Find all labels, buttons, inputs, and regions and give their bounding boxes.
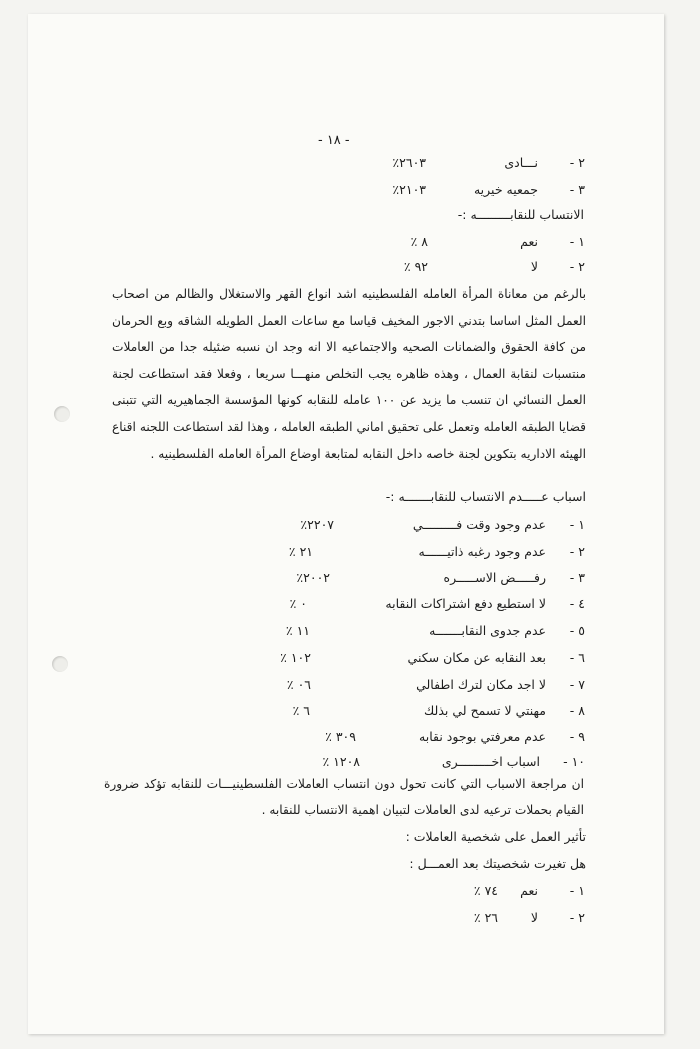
row-label: عدم معرفتي بوجود نقابه	[419, 729, 546, 744]
row-label: نعم	[520, 234, 538, 249]
row-label: جمعيه خيريه	[473, 182, 538, 197]
row-number: ١٠ -	[563, 754, 585, 769]
row-number: ١ -	[569, 234, 585, 249]
row-value: ٠ ٪	[289, 596, 307, 611]
row-number: ٥ -	[569, 623, 585, 638]
body-paragraph: بالرغم من معاناة المرأة العامله الفلسطينيه اشد انواع القهر والاستغلال والظالم من اصحاب العمل المثل اساسا بتدني الاجور المخيف قياسا مع ساعات العمل الطويله الشاقه وبع الحرمان من كافة الحقوق والضمانات الصحيه والاجتماعيه الا انه وجد ان نسبه ضئيله جدا من العاملات منتسبات لنقابة العمال ، وهذه ظاهره يجب التخلص منهـــا سريعا ، وفعلا فقد استطاعت لجنة العمل النسائي ان تنسب ما يزيد عن ١٠٠ عامله للنقابه كونها المؤسسة الجماهيريه التي تتبنى قضايا الطبقه العامله وتعمل على تحقيق اماني الطبقه العامله ، وهذا لقد استطاعت اللجنه اقناع الهيئه الاداريه بتكوين لجنة خاصه داخل النقابه لمتابعة اوضاع المرأة العامله الفلسطينيه .	[112, 287, 586, 461]
row-label: لا	[530, 259, 538, 274]
question-text: هل تغيرت شخصيتك بعد العمـــل :	[409, 856, 586, 871]
row-number: ٧ -	[569, 677, 585, 692]
row-label: لا	[530, 910, 538, 925]
punch-hole	[52, 656, 68, 672]
section-heading: تأثير العمل على شخصية العاملات :	[405, 829, 586, 844]
row-number: ٣ -	[569, 182, 585, 197]
row-label: لا اجد مكان لترك اطفالي	[416, 677, 546, 692]
row-value: ٧٤ ٪	[473, 883, 498, 898]
punch-hole	[54, 406, 70, 422]
body-paragraph: ان مراجعة الاسباب التي كانت تحول دون انتساب العاملات الفلسطينيـــات للنقابه تؤكد ضرورة القيام بحملات ترعيه لدى العاملات لتبيان اهمية الانتساب للنقابه .	[104, 777, 584, 818]
row-label: عدم وجود رغبه ذاتيــــــه	[418, 544, 546, 559]
row-label: عدم وجود وقت فـــــــــي	[412, 517, 546, 532]
row-label: بعد النقابه عن مكان سكني	[407, 650, 546, 665]
row-value: ٢١ ٪	[288, 544, 313, 559]
row-number: ٢ -	[569, 155, 585, 170]
row-value: ٢٦ ٪	[473, 910, 498, 925]
row-value: ٨ ٪	[410, 234, 428, 249]
row-label: اسباب اخـــــــــرى	[441, 754, 540, 769]
row-value: ٢١٠٣٪	[392, 182, 426, 197]
row-value: ١٠٢ ٪	[280, 650, 311, 665]
row-number: ٨ -	[569, 703, 585, 718]
row-value: ٠٦ ٪	[286, 677, 311, 692]
row-label: مهنتي لا تسمح لي بذلك	[424, 703, 546, 718]
document-page	[28, 14, 664, 1034]
row-label: عدم جدوى النقابـــــــه	[429, 623, 546, 638]
row-value: ١١ ٪	[285, 623, 310, 638]
row-number: ٤ -	[569, 596, 585, 611]
row-number: ٦ -	[569, 650, 585, 665]
row-value: ١٢٠٨ ٪	[322, 754, 360, 769]
row-value: ٢٢٠٧٪	[300, 517, 334, 532]
row-value: ٣٠٩ ٪	[325, 729, 356, 744]
row-number: ٢ -	[569, 544, 585, 559]
row-label: لا استطيع دفع اشتراكات النقابه	[385, 596, 546, 611]
section-heading: الانتساب للنقابـــــــــه :-	[457, 207, 584, 222]
page-number: - ١٨ -	[318, 133, 350, 148]
row-number: ١ -	[569, 517, 585, 532]
row-value: ٦ ٪	[292, 703, 310, 718]
section-heading: اسباب عـــــدم الانتساب للنقابـــــــه :-	[385, 489, 586, 504]
row-number: ٩ -	[569, 729, 585, 744]
row-number: ١ -	[569, 883, 585, 898]
row-value: ٢٠٠٢٪	[296, 570, 330, 585]
row-label: نـــادى	[504, 155, 538, 170]
row-value: ٢٦٠٣٪	[392, 155, 426, 170]
row-number: ٣ -	[569, 570, 585, 585]
row-value: ٩٢ ٪	[403, 259, 428, 274]
row-number: ٢ -	[569, 910, 585, 925]
row-number: ٢ -	[569, 259, 585, 274]
row-label: نعم	[520, 883, 538, 898]
row-label: رفـــــض الاســـــره	[443, 570, 546, 585]
